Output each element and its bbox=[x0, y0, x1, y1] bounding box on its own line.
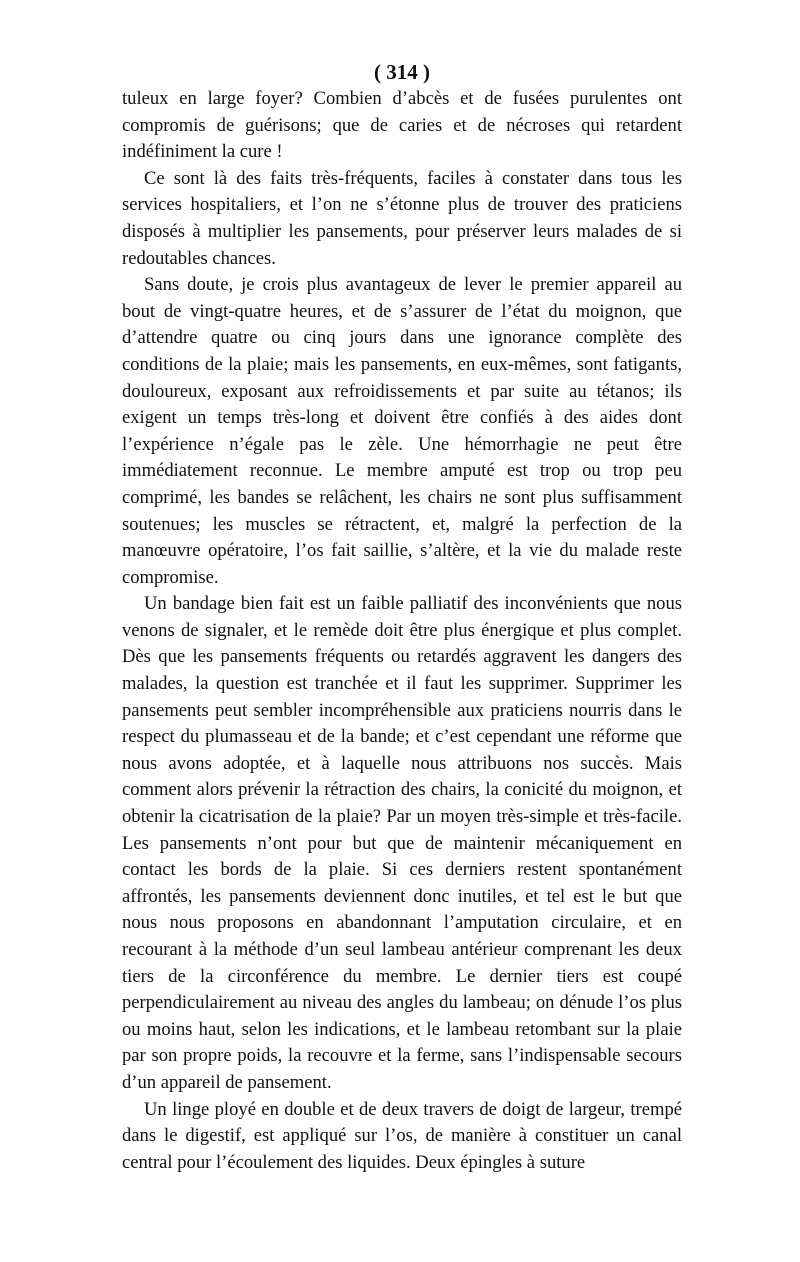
paragraph-3: Sans doute, je crois plus avantageux de lever le premier appareil au bout de vingt-quatre heures, et de s’assurer de l’état du moignon, que d’attendre quatre ou cinq jours dans une ignorance complète des conditions de la plaie; mais les pansements, en eux-mêmes, sont fatigants, douloureux, exposant aux refroidissements et par suite au tétanos; ils exigent un temps très-long et doivent être confiés à des aides dont l’expérience n’égale pas le zèle. Une hémorrhagie ne peut être immédiatement reconnue. Le membre amputé est trop ou trop peu comprimé, les bandes se relâchent, les chairs ne sont plus suffisamment soutenues; les muscles se rétractent, et, malgré la perfection de la manœuvre opératoire, l’os fait saillie, s’altère, et la vie du malade reste compromise. bbox=[122, 274, 682, 588]
paragraph-1: tuleux en large foyer? Combien d’abcès et de fusées purulentes ont compromis de guérisons; que de caries et de nécroses qui retardent indéfiniment la cure ! bbox=[122, 88, 682, 163]
paragraph-2: Ce sont là des faits très-fréquents, faciles à constater dans tous les services hospitaliers, et l’on ne s’étonne plus de trouver des praticiens disposés à multiplier les pansements, pour préserver leurs malades de si redoutables chances. bbox=[122, 167, 682, 269]
body-text bbox=[122, 86, 682, 1176]
page-number: ( 314 ) bbox=[374, 60, 430, 84]
paragraph-4: Un bandage bien fait est un faible palliatif des inconvénients que nous venons de signaler, et le remède doit être plus énergique et plus complet. Dès que les pansements fréquents ou retardés aggravent les dangers des malades, la question est tranchée et il faut les supprimer. Supprimer les pansements peut sembler incompréhensible aux praticiens nourris dans le respect du plumasseau et de la bande; et c’est cependant une réforme que nous avons adoptée, et à laquelle nous attribuons nos succès. Mais comment alors prévenir la rétraction des chairs, la conicité du moignon, et obtenir la cicatrisation de la plaie? Par un moyen très-simple et très-facile. Les pansements n’ont pour but que de maintenir mécaniquement en contact les bords de la plaie. Si ces derniers restent spontanément affrontés, les pansements deviennent donc inutiles, et tel est le but que nous nous proposons en abandonnant l’amputation circulaire, et en recourant à la méthode d’un seul lambeau antérieur comprenant les deux tiers de la circonférence du membre. Le dernier tiers est coupé perpendiculairement au niveau des angles du lambeau; on dénude l’os plus ou moins haut, selon les indications, et le lambeau retombant sur la plaie par son propre poids, la recouvre et la ferme, sans l’indispensable secours d’un appareil de pansement. bbox=[122, 593, 682, 1093]
paragraph-5: Un linge ployé en double et de deux travers de doigt de largeur, trempé dans le digestif, est appliqué sur l’os, de manière à constituer un canal central pour l’écoulement des liquides. Deux épingles à suture bbox=[122, 1098, 682, 1173]
